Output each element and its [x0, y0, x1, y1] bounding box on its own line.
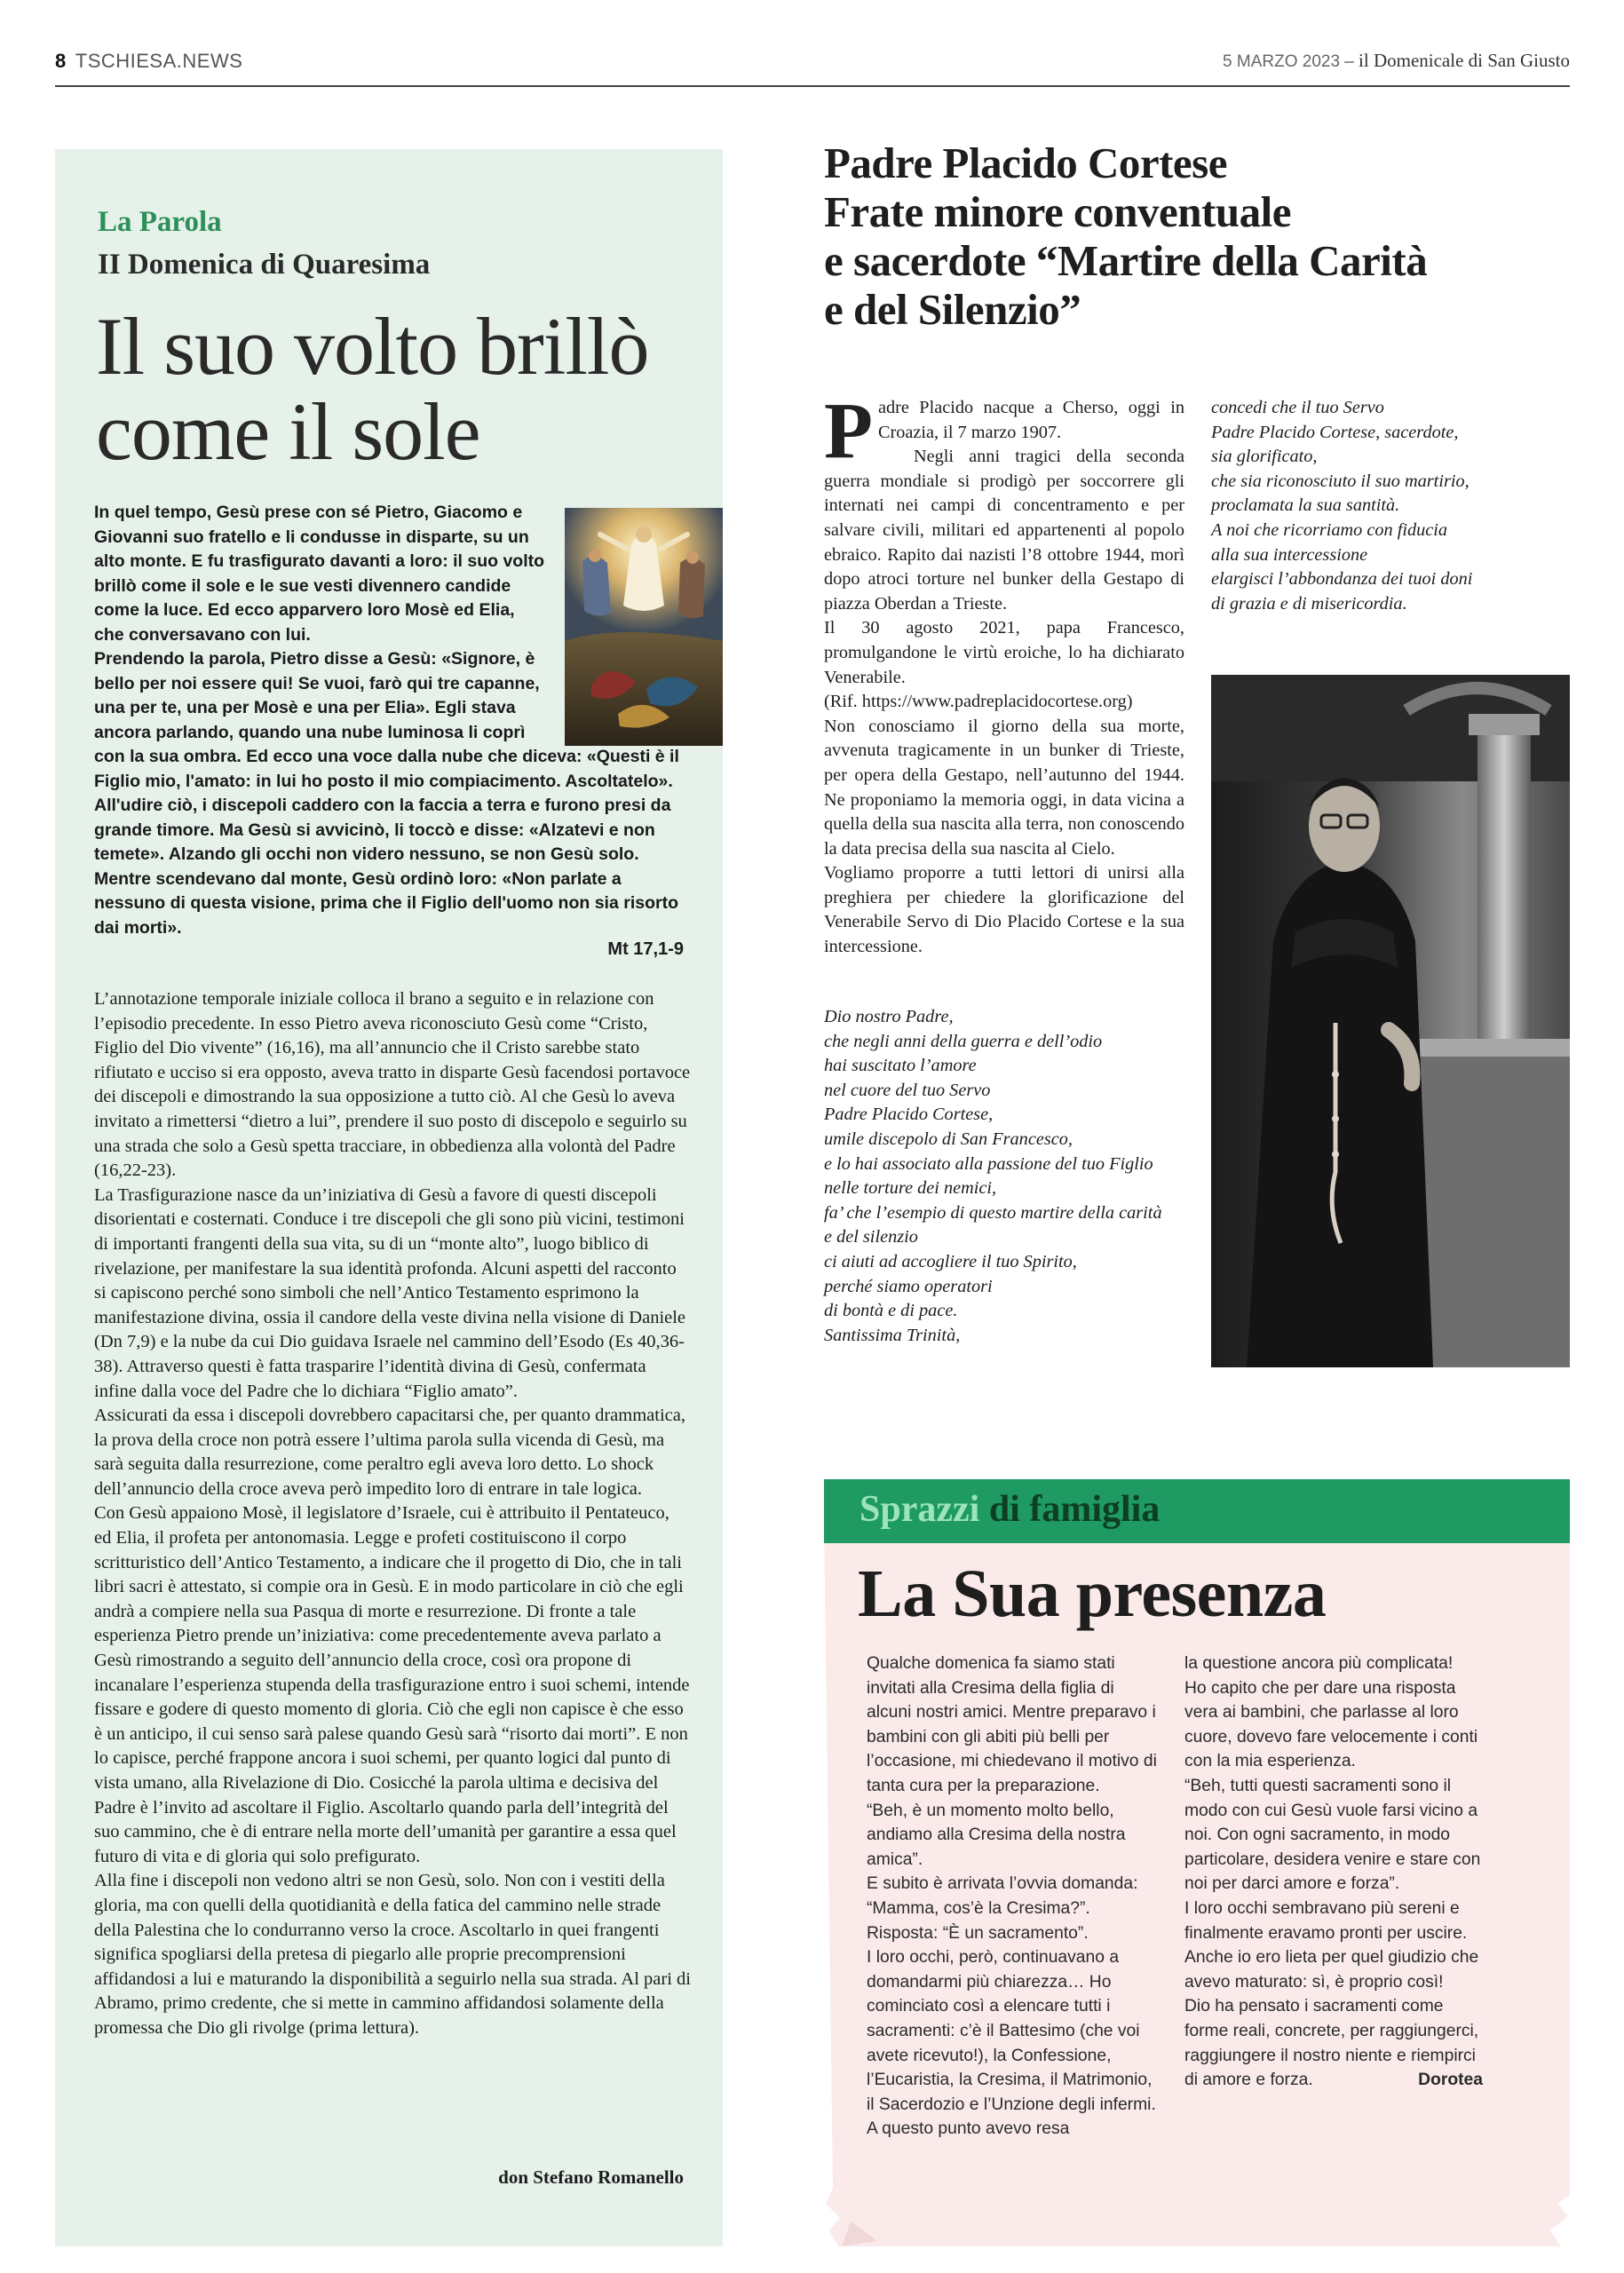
sprazzi-para: Anche io ero lieta per quel giudizio che avevo maturato: sì, è proprio così!: [1184, 1948, 1479, 1992]
gospel-line: All'udire ciò, i discepoli caddero con la faccia a terra e furono presi da: [94, 796, 671, 815]
header-separator: –: [1344, 50, 1354, 71]
header-right: [1223, 50, 1570, 72]
publication-name: il Domenicale di San Giusto: [1359, 50, 1570, 71]
placido-biography: [824, 387, 1184, 960]
sprazzi-para: Qualche domenica fa siamo stati invitati alla Cresima della figlia di alcuni nostri amici. Mentre preparavo i bambini con gli abiti più belli per l’occasione, mi chiedevano il motivo di tanta cura per la preparazione.: [867, 1654, 1157, 1795]
sprazzi-column-1: [867, 1651, 1161, 2142]
gospel-reference: Mt 17,1-9: [607, 939, 684, 959]
sprazzi-para: E subito è arrivata l’ovvia domanda: “Mamma, cos’è la Cresima?”.: [867, 1874, 1138, 1918]
prayer-line: alla sua intercessione: [1211, 544, 1368, 565]
prayer-line: e del silenzio: [824, 1227, 918, 1247]
gospel-line: dai morti».: [94, 917, 182, 938]
prayer-line: che sia riconosciuto il suo martirio,: [1211, 471, 1470, 491]
prayer-line: Padre Placido Cortese,: [824, 1105, 994, 1125]
prayer-line: fa’ che l’esempio di questo martire della carità: [824, 1202, 1162, 1223]
bio-paragraph-4: Non conosciamo il giorno della sua morte, avvenuta tragicamente in un bunker di Trieste, per opera della Gestapo, nell’autunno del 1944. Ne proponiamo la memoria oggi, in data vicina a quella della sua nascita alla terra, non conoscendo la data precisa della sua nascita al Cielo.: [824, 716, 1184, 859]
sprazzi-para: Risposta: “È un sacramento”.: [867, 1923, 1089, 1943]
drop-cap: P: [824, 387, 873, 475]
placido-title-line-3: e sacerdote “Martire della Carità: [824, 236, 1428, 285]
gospel-line: come la luce. Ed ecco apparvero loro Mosè ed Elia,: [94, 600, 515, 620]
prayer-line: di grazia e di misericordia.: [1211, 593, 1407, 614]
gospel-line: bello per noi essere qui! Se vuoi, farò qui tre capanne,: [94, 673, 540, 693]
site-name: TSCHIESA.NEWS: [75, 50, 243, 72]
prayer-line: hai suscitato l’amore: [824, 1056, 977, 1076]
sprazzi-para: I loro occhi, però, continuavano a domandarmi più chiarezza… Ho cominciato così a elencare tutti i sacramenti: c’è il Battesimo (che voi avete ricevuto!), la Confessione, l’Eucaristia, la Cresima, il Matrimonio, il Sacerdozio e l’Unzione degli infermi. A questo punto avevo resa: [867, 1948, 1156, 2139]
section-kicker: La Parola: [98, 206, 222, 238]
prayer-line: che negli anni della guerra e dell’odio: [824, 1031, 1103, 1051]
bio-paragraph-5: Vogliamo proporre a tutti lettori di unirsi alla preghiera per chiedere la glorificazione del Venerabile Servo di Dio Placido Cortese e la sua intercessione.: [824, 863, 1184, 957]
prayer-line: ci aiuti ad accogliere il tuo Spirito,: [824, 1251, 1077, 1271]
issue-date: 5 MARZO 2023: [1223, 52, 1341, 71]
gospel-line: brillò come il sole e le sue vesti divennero candide: [94, 575, 511, 596]
prayer-line: elargisci l’abbondanza dei tuoi doni: [1211, 569, 1473, 590]
commentary-paragraph-2: La Trasfigurazione nasce da un’iniziativa di Gesù a favore di questi discepoli disorientati e costernati. Conduce i tre discepoli che gli sono più vicini, testimoni di importanti frangenti della sua vita, su di un “monte alto”, luogo biblico di rivelazione, per manifestare la sua identità profonda. Alcuni aspetti del racconto si capiscono perché sono simboli che nell’Antico Testamento esprimono la manifestazione divina, ossia il candore della veste divina nella visione di Daniele (Dn 7,9) e la nube da cui Dio guidava Israele nel cammino dell’Esodo (Es 40,36-38). Attraverso questi è fatta trasparire l’identità divina di Gesù, confermata infine dalla voce del Padre che lo dichiara “Figlio amato”.: [94, 1184, 686, 1401]
commentary-paragraph-5: Alla fine i discepoli non vedono altri se non Gesù, solo. Non con i vestiti della gloria, ma con quelli della quotidianità e della fatica del cammino nelle strade della Palestina che lo condurranno verso la croce. Ascoltarlo in quei frangenti significa spogliarsi della pretesa di piegarlo alle proprie precomprensioni affidandosi a lui e maturando la disponibilità a seguirlo nella sua strada. Al pari di Abramo, primo credente, che si mette in cammino affidandosi solamente della promessa che Dio gli rivolge (prima lettura).: [94, 1871, 691, 2038]
gospel-line: temete». Alzando gli occhi non videro nessuno, se non Gesù solo.: [94, 844, 639, 864]
prayer-line: e lo hai associato alla passione del tuo Figlio: [824, 1153, 1153, 1174]
sprazzi-title: La Sua presenza: [858, 1556, 1327, 1631]
sprazzi-para: I loro occhi sembravano più sereni e finalmente eravamo pronti per uscire.: [1184, 1898, 1468, 1943]
sprazzi-para: “Beh, è un momento molto bello, andiamo alla Cresima della nostra amica”.: [867, 1801, 1126, 1869]
header-left: [55, 50, 242, 73]
prayer-line: di bontà e di pace.: [824, 1301, 958, 1321]
commentary-paragraph-3: Assicurati da essa i discepoli dovrebbero capacitarsi che, per quanto drammatica, la prova della croce non potrà essere l’ultima parola sulla vicenda di Gesù, ma sarà seguita dalla resurrezione, come peraltro egli aveva loro detto. Lo shock dell’annuncio della croce aveva però impedito loro di entrare in tale logica.: [94, 1406, 685, 1499]
article-title-line-1: Il suo volto brillò: [96, 301, 649, 392]
sprazzi-last-para: Dio ha pensato i sacramenti come forme reali, concrete, per raggiungerci, raggiungere il nostro niente e riempirci di amore e forza.: [1184, 1997, 1479, 2090]
placido-title-line-1: Padre Placido Cortese: [824, 139, 1227, 187]
prayer-line: Dio nostro Padre,: [824, 1007, 954, 1026]
sprazzi-author: Dorotea: [1418, 2071, 1483, 2090]
gospel-line: grande timore. Ma Gesù si avvicinò, li toccò e disse: «Alzatevi e non: [94, 820, 655, 840]
sprazzi-kicker: [860, 1488, 1160, 1531]
gospel-line: Mentre scendevano dal monte, Gesù ordinò loro: «Non parlate a: [94, 868, 622, 889]
gospel-line: nessuno di questa visione, prima che il Figlio dell'uomo non sia risorto: [94, 893, 678, 913]
sprazzi-para: [1184, 1994, 1483, 2092]
gospel-line: alto monte. E fu trasfigurato davanti a loro: il suo volto: [94, 551, 545, 571]
article-title-line-2: come il sole: [96, 386, 480, 477]
prayer-line: Santissima Trinità,: [824, 1325, 961, 1345]
gospel-line: ancora parlando, quando una nube luminosa li coprì: [94, 722, 526, 742]
commentary-paragraph-1: L’annotazione temporale iniziale colloca il brano a seguito e in relazione con l’episodio precedente. In esso Pietro aveva riconosciuto Gesù come “Cristo, Figlio del Dio vivente” (16,16), ma all’annuncio che il Cristo sarebbe stato rifiutato e ucciso si era opposto, aveva tratto in disparte Gesù facendosi portavoce dei discepoli e dimostrando la sua opposizione a tutto ciò. Al che Gesù lo aveva invitato a rimettersi “dietro a lui”, prendere il suo posto di discepolo e seguirlo su una strada che solo a Gesù spetta tracciare, in obbedienza alla volontà del Padre (16,22-23).: [94, 989, 691, 1181]
commentary-text: [94, 987, 691, 2041]
placido-title-line-2: Frate minore conventuale: [824, 187, 1291, 236]
gospel-reading: [94, 501, 726, 940]
running-header: [55, 46, 1570, 87]
prayer-part-1: [824, 1005, 1188, 1348]
prayer-line: concedi che il tuo Servo: [1211, 398, 1384, 417]
prayer-line: nel cuore del tuo Servo: [824, 1080, 991, 1100]
commentary-paragraph-4: Con Gesù appaiono Mosè, il legislatore d’Israele, cui è attribuito il Pentateuco, ed Elia, il profeta per antonomasia. Legge e profeti costituiscono il corpo scritturistico dell’Antico Testamento, a indicare che il progetto di Dio, che in tali libri sacri è attestato, si compie ora in Gesù. E in modo particolare in ciò che egli andrà a compiere nella sua Pasqua di morte e resurrezione. Di fronte a tale esperienza Pietro prende un’iniziativa: come precedentemente aveva parlato a Gesù rimostrando a seguito dell’annuncio della croce, così ora propone di incanalare l’esperienza stupenda della trasfigurazione entro i suoi schemi, intende fissare e godere di questo momento di gloria. Ciò che egli non capisce è che esso è un anticipo, il cui senso sarà palese quando Gesù sarà “risorto dai morti”. E non lo capisce, perché frappone ancora i suoi schemi, per quanto logici dal punto di vista umano, alla Rivelazione di Dio. Cosicché la parola ultima e decisiva del Padre è l’invito ad ascoltare il Figlio. Ascoltarlo quando parla dell’integrità del suo cammino, che è di entrare nella morte dell’umanità per garantire a essa quel futuro di vita e di gloria qui solo prefigurato.: [94, 1503, 690, 1866]
placido-photo: [1211, 675, 1570, 1367]
bio-paragraph-2: Negli anni tragici della seconda guerra mondiale si prodigò per soccorrere gli internati nei campi di concentramento e per salvare civili, militari ed appartenenti al popolo ebraico. Rapito dai nazisti l’8 ottobre 1944, morì dopo atroci torture nel bunker della Gestapo di piazza Oberdan a Trieste.: [824, 447, 1184, 614]
gospel-line: Giovanni suo fratello e li condusse in disparte, su un: [94, 527, 529, 547]
prayer-line: A noi che ricorriamo con fiducia: [1211, 519, 1448, 540]
gospel-line: Prendendo la parola, Pietro disse a Gesù: «Signore, è: [94, 649, 535, 669]
prayer-line: Padre Placido Cortese, sacerdote,: [1211, 422, 1459, 442]
gospel-line: Figlio mio, l'amato: in lui ho posto il mio compiacimento. Ascoltatelo».: [94, 771, 673, 791]
prayer-line: proclamata la sua santità.: [1211, 495, 1400, 516]
section-subkicker: II Domenica di Quaresima: [98, 249, 431, 281]
prayer-line: sia glorificato,: [1211, 447, 1318, 467]
article-title: [96, 301, 700, 477]
prayer-line: perché siamo operatori: [824, 1276, 993, 1296]
gospel-line: In quel tempo, Gesù prese con sé Pietro, Giacomo e: [94, 503, 523, 522]
gospel-line: che conversavano con lui.: [94, 624, 311, 645]
prayer-part-2: [1211, 396, 1566, 616]
bio-paragraph-3: Il 30 agosto 2021, papa Francesco, promulgandone le virtù eroiche, lo ha dichiarato Venerabile.: [824, 618, 1184, 687]
prayer-line: nelle torture dei nemici,: [824, 1178, 997, 1199]
gospel-line: con la sua ombra. Ed ecco una voce dalla nube che diceva: «Questi è il: [94, 747, 679, 766]
page-number: 8: [55, 50, 67, 72]
commentary-author: don Stefano Romanello: [498, 2166, 684, 2188]
sprazzi-para: la questione ancora più complicata!: [1184, 1654, 1454, 1673]
bio-paragraph-1: [824, 387, 1184, 475]
sprazzi-kicker-b: di famiglia: [988, 1489, 1161, 1530]
bio-reference: (Rif. https://www.padreplacidocortese.org): [824, 692, 1133, 712]
placido-title: [824, 139, 1588, 334]
gospel-line: una per te, una per Mosè e una per Elia». Egli stava: [94, 698, 516, 717]
sprazzi-para: “Beh, tutti questi sacramenti sono il modo con cui Gesù vuole farsi vicino a noi. Con ogni sacramento, in modo particolare, desidera venire e stare con noi per darci amore e forza”.: [1184, 1776, 1481, 1894]
prayer-line: umile discepolo di San Francesco,: [824, 1129, 1073, 1149]
sprazzi-kicker-a: Sprazzi: [860, 1489, 980, 1530]
sprazzi-para: Ho capito che per dare una risposta vera ai bambini, che parlasse al loro cuore, dovevo fare velocemente i conti con la mia esperienza.: [1184, 1678, 1478, 1771]
bio-first-text: adre Placido nacque a Cherso, oggi in Croazia, il 7 marzo 1907.: [877, 398, 1184, 442]
placido-title-line-4: e del Silenzio”: [824, 285, 1081, 334]
sprazzi-column-2: [1184, 1651, 1483, 2093]
